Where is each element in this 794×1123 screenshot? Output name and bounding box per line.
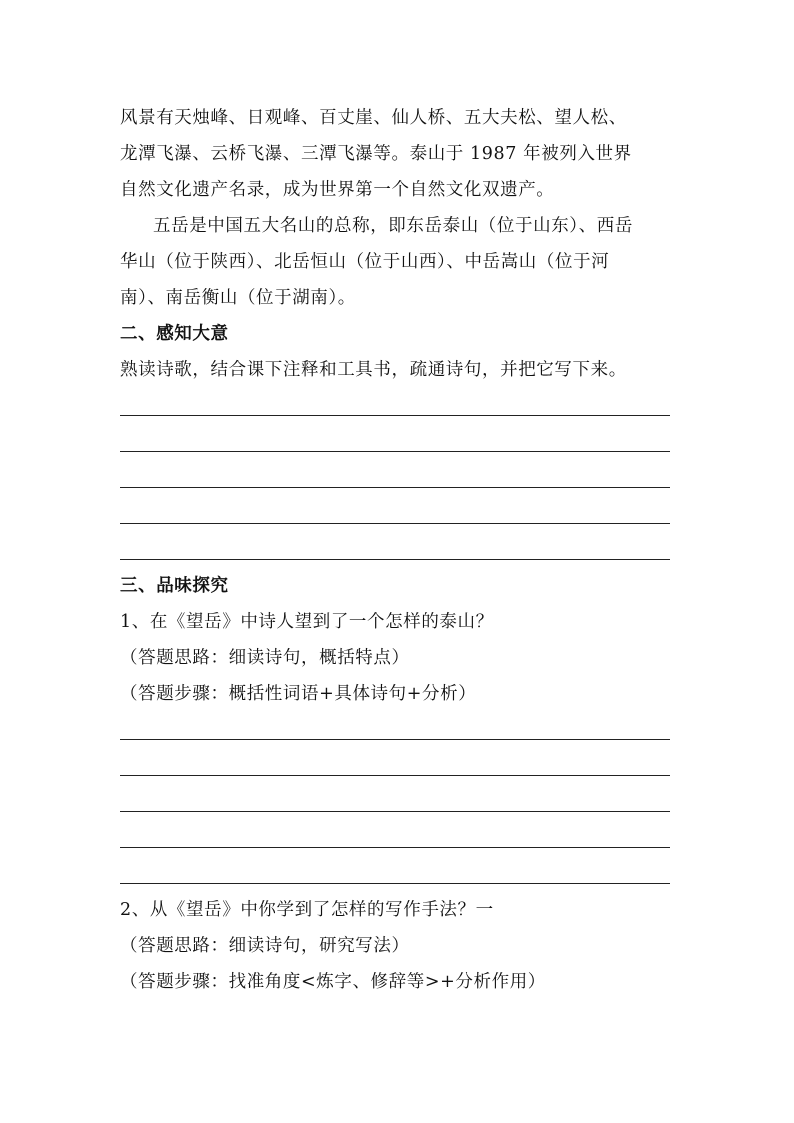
answer-line[interactable]: [120, 883, 670, 884]
q1-question: 1、在《望岳》中诗人望到了一个怎样的泰山？: [120, 612, 494, 632]
q1-hint-approach: （答题思路：细读诗句，概括特点）: [120, 648, 410, 668]
answer-line[interactable]: [120, 811, 670, 812]
answer-line[interactable]: [120, 523, 670, 524]
q2-question: 2、从《望岳》中你学到了怎样的写作手法？一: [120, 900, 494, 920]
section2-heading: 二、感知大意: [120, 324, 229, 344]
answer-line[interactable]: [120, 847, 670, 848]
q2-hint-steps: （答题步骤：找准角度<炼字、修辞等>+分析作用）: [120, 972, 546, 992]
section3-heading: 三、品味探究: [120, 576, 229, 596]
section2-instruction: 熟读诗歌，结合课下注释和工具书，疏通诗句，并把它写下来。: [120, 360, 627, 380]
answer-line[interactable]: [120, 487, 670, 488]
answer-line[interactable]: [120, 451, 670, 452]
answer-line[interactable]: [120, 559, 670, 560]
intro-line-1: 风景有天烛峰、日观峰、百丈崖、仙人桥、五大夫松、望人松、: [120, 108, 627, 128]
intro-line-3: 自然文化遗产名录，成为世界第一个自然文化双遗产。: [120, 180, 555, 200]
answer-line[interactable]: [120, 415, 670, 416]
para2-line-1: 五岳是中国五大名山的总称，即东岳泰山（位于山东）、西岳: [153, 216, 633, 236]
para2-line-2: 华山（位于陕西）、北岳恒山（位于山西）、中岳嵩山（位于河: [120, 252, 610, 272]
q2-hint-approach: （答题思路：细读诗句，研究写法）: [120, 936, 410, 956]
para2-line-3: 南）、南岳衡山（位于湖南）。: [120, 288, 356, 308]
answer-line[interactable]: [120, 739, 670, 740]
q1-hint-steps: （答题步骤：概括性词语+具体诗句+分析）: [120, 684, 477, 704]
intro-line-2: 龙潭飞瀑、云桥飞瀑、三潭飞瀑等。泰山于 1987 年被列入世界: [120, 144, 632, 164]
answer-line[interactable]: [120, 775, 670, 776]
